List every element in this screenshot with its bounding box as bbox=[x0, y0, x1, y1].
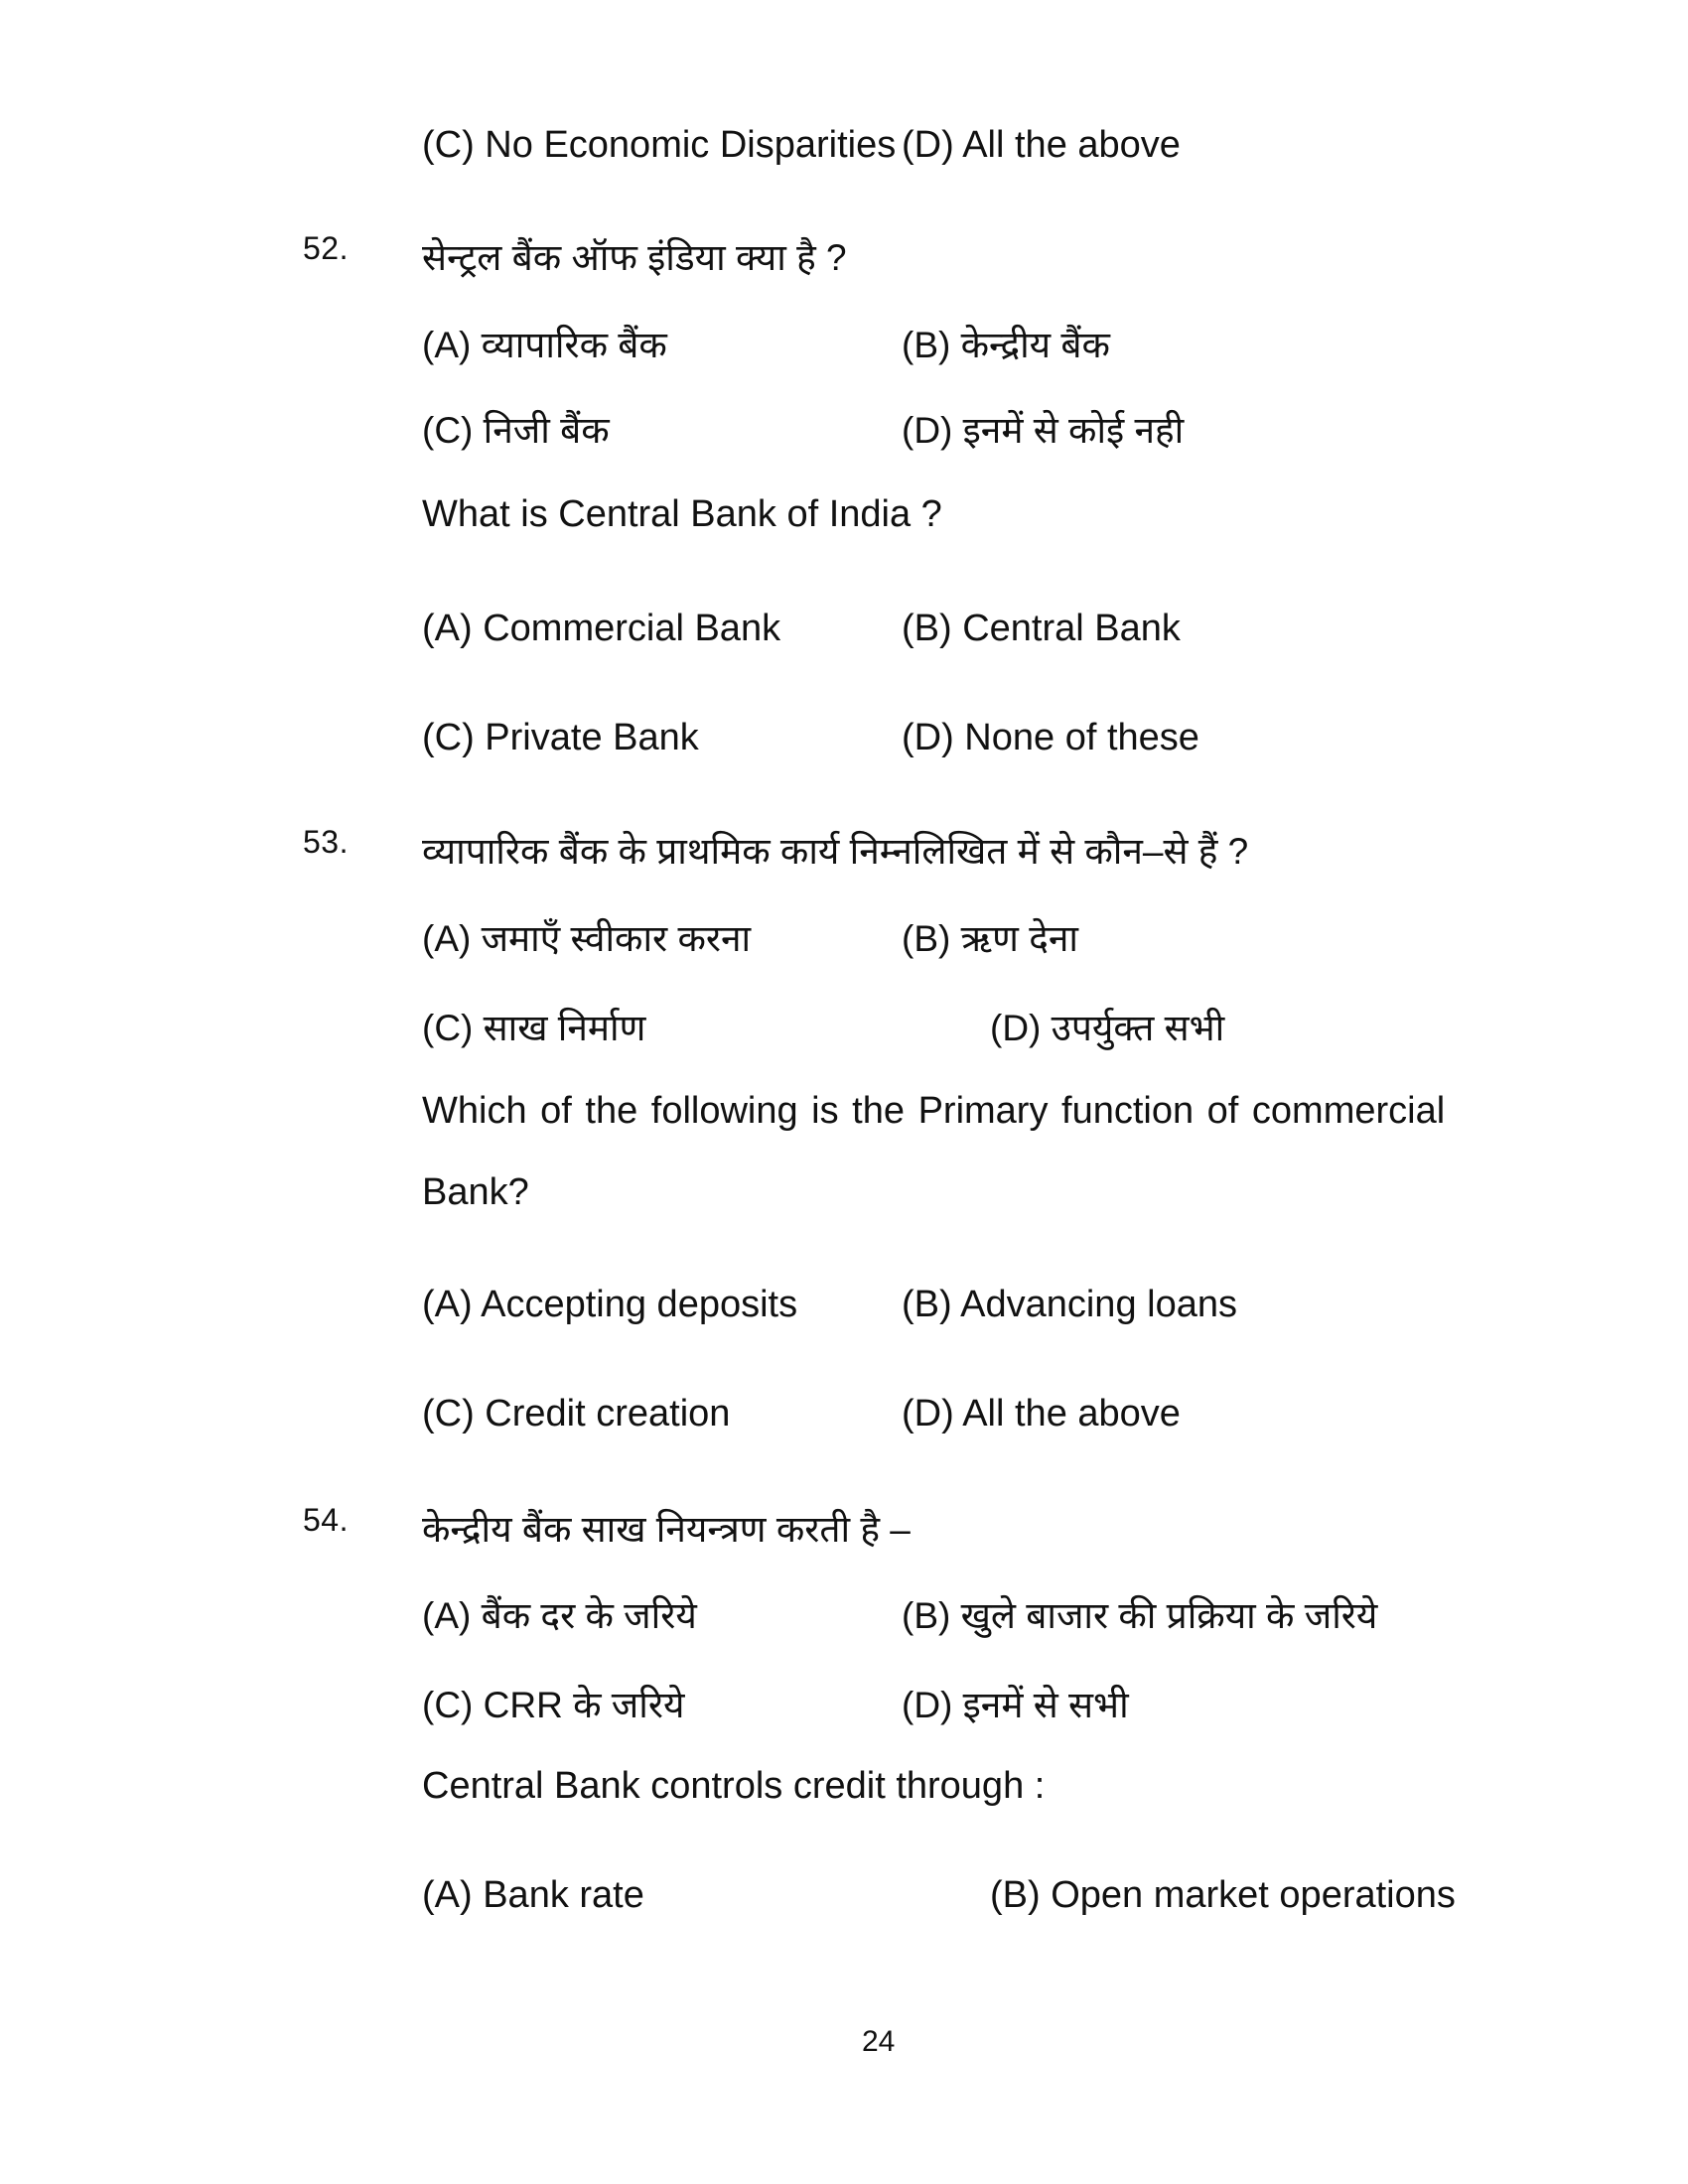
question-52-english-option-d: (D) None of these bbox=[902, 717, 1199, 758]
question-52-hindi-option-b: (B) केन्द्रीय बैंक bbox=[902, 325, 1110, 365]
question-54-english-option-b: (B) Open market operations bbox=[990, 1874, 1456, 1916]
question-53-english-option-b: (B) Advancing loans bbox=[902, 1284, 1237, 1325]
question-53-english-text-line2: Bank? bbox=[422, 1171, 529, 1213]
question-52-hindi-option-d: (D) इनमें से कोई नही bbox=[902, 410, 1185, 451]
question-52-english-text: What is Central Bank of India ? bbox=[422, 493, 942, 535]
question-53-number: 53. bbox=[303, 824, 349, 860]
question-53-hindi-option-d: (D) उपर्युक्त सभी bbox=[990, 1008, 1225, 1048]
question-52-english-option-b: (B) Central Bank bbox=[902, 608, 1181, 649]
question-53-english-option-d: (D) All the above bbox=[902, 1393, 1181, 1434]
carryover-option-d: (D) All the above bbox=[902, 124, 1181, 166]
question-53-english-text-line1: Which of the following is the Primary function of commercial bbox=[422, 1090, 1446, 1132]
question-54-hindi-text: केन्द्रीय बैंक साख नियन्त्रण करती है – bbox=[422, 1509, 911, 1550]
question-52-english-option-a: (A) Commercial Bank bbox=[422, 608, 781, 649]
question-53-hindi-option-c: (C) साख निर्माण bbox=[422, 1008, 646, 1048]
question-52-hindi-text: सेन्ट्रल बैंक ऑफ इंडिया क्या है ? bbox=[422, 237, 847, 278]
question-52-hindi-option-c: (C) निजी बैंक bbox=[422, 410, 610, 451]
question-54-hindi-option-b: (B) खुले बाजार की प्रक्रिया के जरिये bbox=[902, 1595, 1378, 1636]
question-54-hindi-option-c: (C) CRR के जरिये bbox=[422, 1685, 685, 1725]
carryover-option-c: (C) No Economic Disparities bbox=[422, 124, 897, 166]
question-53-hindi-text: व्यापारिक बैंक के प्राथमिक कार्य निम्नलिखित में से कौन–से हैं ? bbox=[422, 831, 1249, 872]
question-52-number: 52. bbox=[303, 230, 349, 266]
question-54-hindi-option-d: (D) इनमें से सभी bbox=[902, 1685, 1129, 1725]
page-number: 24 bbox=[862, 2025, 896, 2058]
question-54-english-text: Central Bank controls credit through : bbox=[422, 1765, 1046, 1807]
question-54-number: 54. bbox=[303, 1502, 349, 1538]
question-53-english-option-c: (C) Credit creation bbox=[422, 1393, 731, 1434]
question-53-hindi-option-a: (A) जमाएँ स्वीकार करना bbox=[422, 918, 752, 959]
question-53-english-option-a: (A) Accepting deposits bbox=[422, 1284, 798, 1325]
question-52-hindi-option-a: (A) व्यापारिक बैंक bbox=[422, 325, 667, 365]
question-52-english-option-c: (C) Private Bank bbox=[422, 717, 699, 758]
question-54-hindi-option-a: (A) बैंक दर के जरिये bbox=[422, 1595, 697, 1636]
question-53-hindi-option-b: (B) ऋण देना bbox=[902, 918, 1078, 959]
question-54-english-option-a: (A) Bank rate bbox=[422, 1874, 644, 1916]
